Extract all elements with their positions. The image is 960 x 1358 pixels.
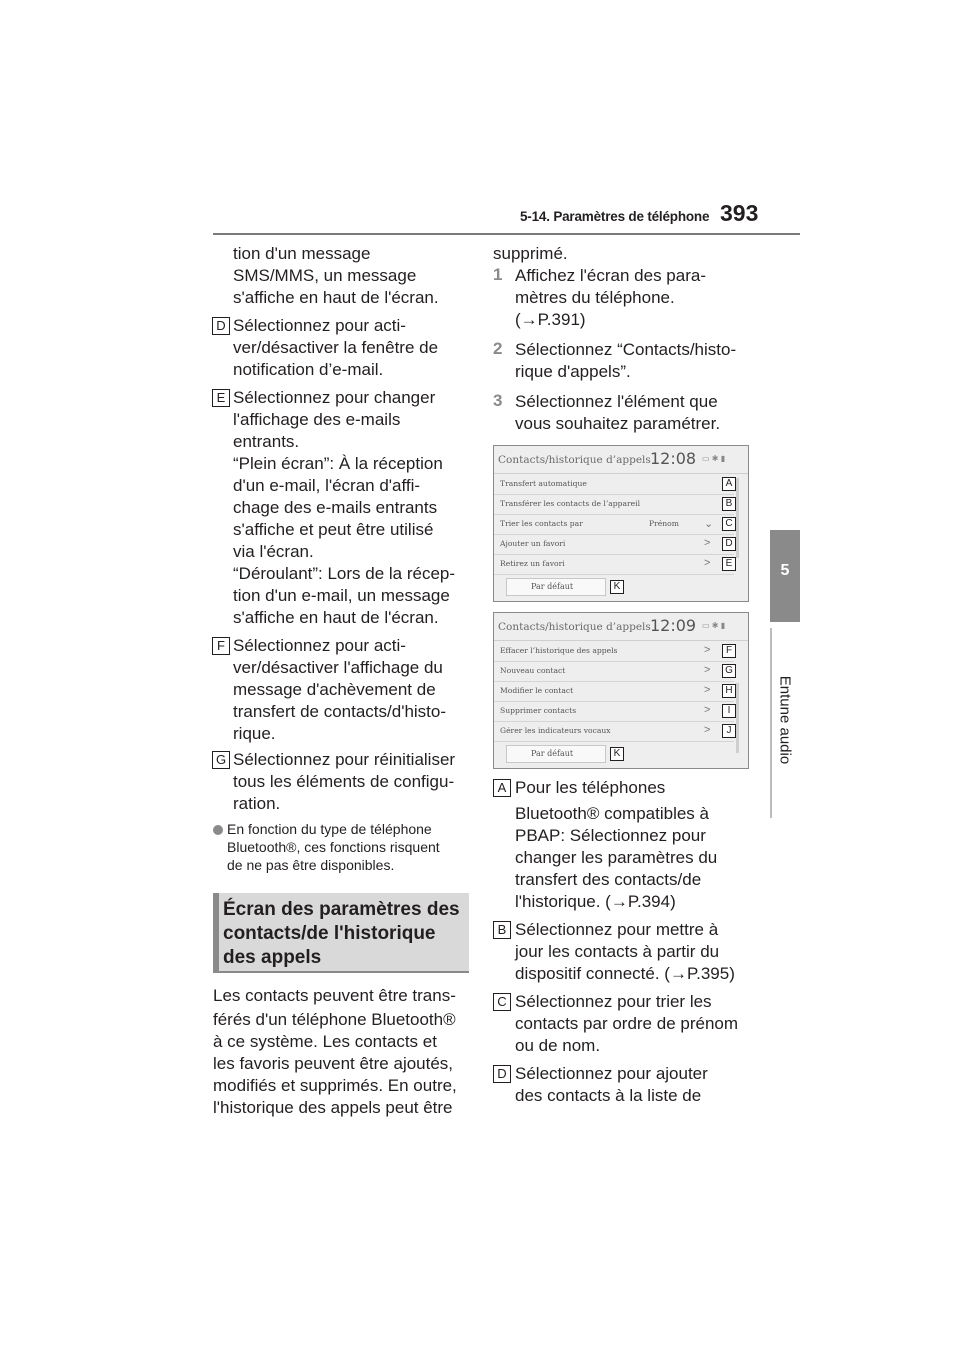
screen-clock: 12:09 (650, 616, 697, 635)
callout-badge: H (722, 684, 736, 698)
settings-screen-2 (493, 612, 749, 769)
callout-badge: F (722, 644, 736, 658)
item-line: “Déroulant”: Lors de la récep- (233, 564, 456, 583)
item-line: transfert de contacts/d'histo- (233, 702, 447, 721)
row-label: Ajouter un favori (500, 539, 566, 548)
scrollbar[interactable] (736, 683, 739, 753)
menu-row-delete-contacts[interactable] (494, 702, 734, 722)
step-line: Affichez l'écran des para- (515, 266, 706, 285)
callout-badge: D (722, 537, 736, 551)
section-title-line: Écran des paramètres des (223, 899, 460, 920)
item-line: Sélectionnez pour acti- (233, 636, 406, 655)
row-label: Gérer les indicateurs vocaux (500, 726, 611, 735)
row-value: Prénom (649, 519, 679, 528)
callout-badge: I (722, 704, 736, 718)
callout-badge: G (722, 664, 736, 678)
step-line: (→P.391) (515, 310, 586, 329)
item-line: s'affiche en haut de l'écran. (233, 608, 439, 627)
chevron-right-icon: > (704, 644, 711, 656)
menu-row-add-favorite[interactable] (494, 535, 734, 555)
item-line: d'un e-mail, l'écran d'affi- (233, 476, 421, 495)
item-line: message d'achèvement de (233, 680, 436, 699)
default-button-label: Par défaut (531, 582, 574, 591)
screen-title-divider (494, 640, 749, 641)
item-line: Sélectionnez pour réinitialiser (233, 750, 456, 769)
step-line: vous souhaitez paramétrer. (515, 414, 721, 433)
item-line: entrants. (233, 432, 300, 451)
note-line: Bluetooth®, ces fonctions risquent (227, 839, 440, 855)
step-line: mètres du téléphone. (515, 288, 675, 307)
body-line: à ce système. Les contacts et (213, 1032, 437, 1051)
item-line: “Plein écran”: À la réception (233, 454, 443, 473)
section-heading: 5-14. Paramètres de téléphone (520, 209, 710, 224)
row-label: Trier les contacts par (500, 519, 583, 528)
callout-badge: K (610, 747, 624, 761)
step-number: 3 (493, 391, 503, 410)
item-line: ver/désactiver la fenêtre de (233, 338, 439, 357)
page-number: 393 (720, 200, 759, 226)
item-line: l'affichage des e-mails (233, 410, 401, 429)
row-label: Supprimer contacts (500, 706, 577, 715)
body-line: modifiés et supprimés. En outre, (213, 1076, 457, 1095)
item-line: tion d'un e-mail, un message (233, 586, 450, 605)
item-line: Sélectionnez pour ajouter (515, 1064, 708, 1083)
body-line: l'historique des appels peut être (213, 1098, 453, 1117)
settings-screen-1 (493, 445, 749, 602)
callout-badge: B (722, 497, 736, 511)
menu-row-sort-contacts[interactable] (494, 515, 734, 535)
chapter-title: Entune audio (776, 675, 794, 765)
item-line: notification d’e-mail. (233, 360, 384, 379)
item-badge: E (212, 389, 230, 407)
body-line: les favoris peuvent être ajoutés, (213, 1054, 454, 1073)
menu-row-new-contact[interactable] (494, 662, 734, 682)
menu-row-remove-favorite[interactable] (494, 555, 734, 575)
item-line: tous les éléments de configu- (233, 772, 455, 791)
chevron-right-icon: > (704, 664, 711, 676)
callout-badge: A (722, 477, 736, 491)
item-badge: A (493, 779, 511, 797)
row-label: Transférer les contacts de l’appareil (500, 499, 640, 508)
intro-line: s'affiche en haut de l'écran. (233, 288, 439, 307)
screen-clock: 12:08 (650, 449, 697, 468)
item-badge: G (212, 751, 230, 769)
chapter-number: 5 (780, 562, 790, 579)
item-line: via l'écran. (233, 542, 314, 561)
chevron-right-icon: > (704, 684, 711, 696)
section-title (223, 898, 460, 970)
item-line: l'historique. (→P.394) (515, 892, 676, 911)
menu-row-clear-history[interactable] (494, 642, 734, 662)
status-icons: ▭ ✱ ▮ (702, 454, 726, 463)
chevron-right-icon: > (704, 557, 711, 569)
item-line: rique. (233, 724, 276, 743)
item-line: Sélectionnez pour mettre à (515, 920, 719, 939)
step-line: Sélectionnez “Contacts/histo- (515, 340, 737, 359)
header-divider (213, 233, 800, 235)
item-line: ver/désactiver l'affichage du (233, 658, 443, 677)
menu-row-transfer-contacts[interactable] (494, 495, 734, 515)
item-line: ration. (233, 794, 281, 813)
row-label: Retirez un favori (500, 559, 565, 568)
section-title-line: contacts/de l'historique (223, 923, 436, 944)
continued-line: supprimé. (493, 244, 568, 263)
body-line: férés d'un téléphone Bluetooth® (213, 1010, 456, 1029)
body-line: Les contacts peuvent être trans- (213, 986, 456, 1005)
default-button-label: Par défaut (531, 749, 574, 758)
item-line: dispositif connecté. (→P.395) (515, 964, 735, 983)
callout-badge: J (722, 724, 736, 738)
item-line: des contacts à la liste de (515, 1086, 702, 1105)
item-line: Sélectionnez pour acti- (233, 316, 406, 335)
item-line: Pour les téléphones (515, 778, 666, 797)
item-line: Sélectionnez pour changer (233, 388, 436, 407)
intro-line: SMS/MMS, un message (233, 266, 417, 285)
item-line: Sélectionnez pour trier les (515, 992, 712, 1011)
menu-row-edit-contact[interactable] (494, 682, 734, 702)
default-button[interactable] (506, 745, 606, 763)
item-line: chage des e-mails entrants (233, 498, 438, 517)
screen-title: Contacts/historique d’appels (498, 621, 651, 633)
item-badge: B (493, 921, 511, 939)
item-badge: C (493, 993, 511, 1011)
item-badge: D (212, 317, 230, 335)
row-label: Modifier le contact (500, 686, 574, 695)
item-line: Bluetooth® compatibles à (515, 804, 709, 823)
item-line: contacts par ordre de prénom (515, 1014, 739, 1033)
section-title-line: des appels (223, 947, 322, 968)
step-number: 1 (493, 265, 503, 284)
chevron-down-icon: ⌄ (704, 518, 714, 530)
menu-row-auto-transfer[interactable] (494, 475, 734, 495)
item-badge: D (493, 1065, 511, 1083)
note-bullet-icon (213, 825, 223, 835)
item-line: transfert des contacts/de (515, 870, 702, 889)
row-label: Effacer l’historique des appels (500, 646, 618, 655)
step-line: rique d'appels”. (515, 362, 631, 381)
default-button[interactable] (506, 578, 606, 596)
row-label: Nouveau contact (500, 666, 566, 675)
chevron-right-icon: > (704, 724, 711, 736)
row-label: Transfert automatique (500, 479, 587, 488)
screen-title: Contacts/historique d’appels (498, 454, 651, 466)
scrollbar[interactable] (736, 478, 739, 558)
item-line: s'affiche et peut être utilisé (233, 520, 434, 539)
item-line: PBAP: Sélectionnez pour (515, 826, 706, 845)
note-line: En fonction du type de téléphone (227, 821, 432, 837)
item-line: ou de nom. (515, 1036, 601, 1055)
item-line: changer les paramètres du (515, 848, 718, 867)
note-line: de ne pas être disponibles. (227, 857, 395, 873)
item-badge: F (212, 637, 230, 655)
callout-badge: C (722, 517, 736, 531)
step-number: 2 (493, 339, 503, 358)
step-line: Sélectionnez l'élément que (515, 392, 718, 411)
callout-badge: E (722, 557, 736, 571)
intro-line: tion d'un message (233, 244, 371, 263)
item-line: jour les contacts à partir du (515, 942, 720, 961)
screen-title-divider (494, 473, 749, 474)
chevron-right-icon: > (704, 704, 711, 716)
status-icons: ▭ ✱ ▮ (702, 621, 726, 630)
chevron-right-icon: > (704, 537, 711, 549)
callout-badge: K (610, 580, 624, 594)
menu-row-voice-tags[interactable] (494, 722, 734, 742)
